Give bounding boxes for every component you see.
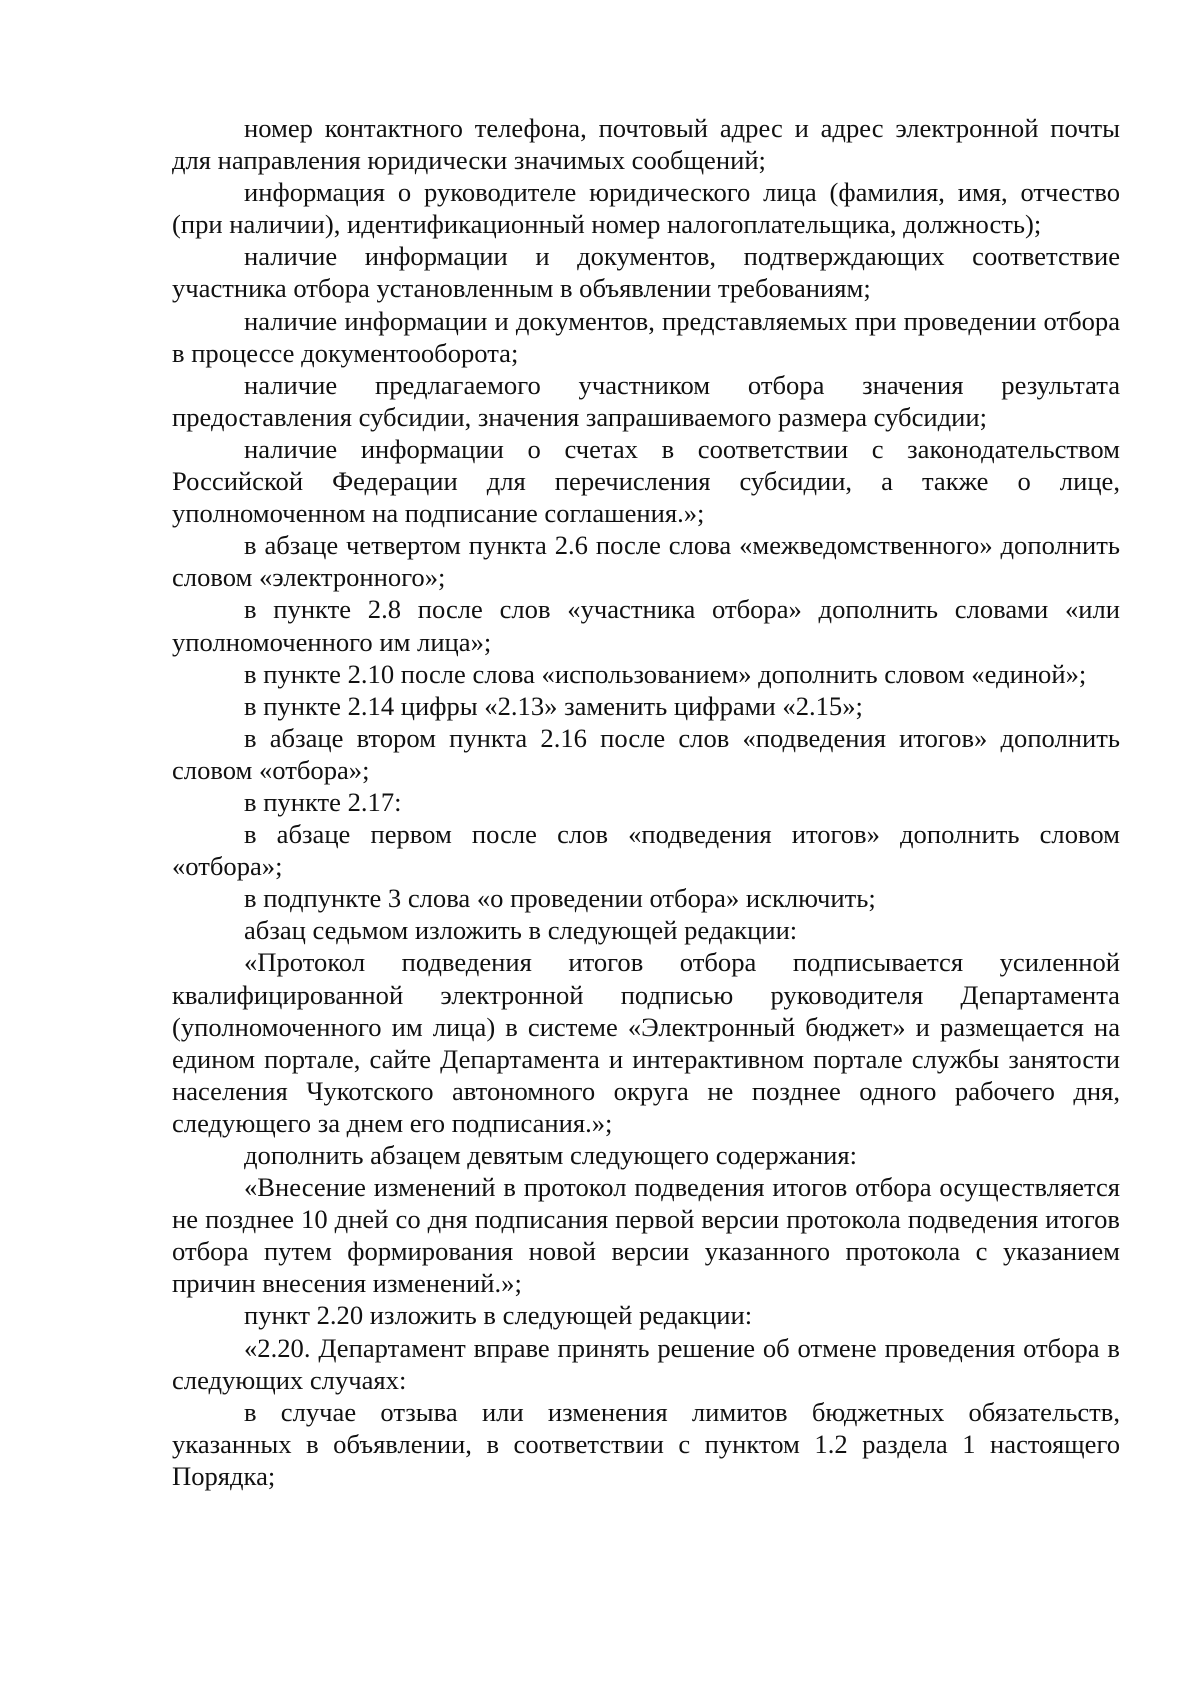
paragraph-amend-2-16: в абзаце втором пункта 2.16 после слов «подведения итогов» дополнить словом «отбора»; <box>172 722 1120 785</box>
paragraph-amend-2-8: в пункте 2.8 после слов «участника отбора» дополнить словами «или уполномоченного им лица»; <box>172 594 1120 657</box>
paragraph-add-ninth: дополнить абзацем девятым следующего содержания: <box>244 1140 857 1170</box>
paragraph-protocol-changes: «Внесение изменений в протокол подведения итогов отбора осуществляется не позднее 10 дней со дня подписания первой версии протокола подведения итогов отбора путем формирования новой версии указанного протокола с указанием причин внесения изменений.»; <box>172 1172 1120 1299</box>
paragraph-workflow-docs: наличие информации и документов, представляемых при проведении отбора в процессе документооборота; <box>172 305 1120 368</box>
paragraph-amend-2-17-intro: в пункте 2.17: <box>244 786 402 817</box>
paragraph-2-20-text: «2.20. Департамент вправе принять решение об отмене проведения отбора в следующих случаях: <box>172 1332 1120 1395</box>
document-page <box>172 112 1120 1492</box>
paragraph-amend-2-17-seventh: абзац седьмом изложить в следующей редакции: <box>244 915 798 946</box>
paragraph-amend-2-6: в абзаце четвертом пункта 2.6 после слова «межведомственного» дополнить словом «электронного»; <box>172 530 1120 593</box>
paragraph-limits-recall: в случае отзыва или изменения лимитов бюджетных обязательств, указанных в объявлении, в соответствии с пунктом 1.2 раздела 1 настоящего Порядка; <box>172 1396 1120 1491</box>
paragraph-contact-info: номер контактного телефона, почтовый адрес и адрес электронной почты для направления юридически значимых сообщений; <box>172 113 1120 176</box>
paragraph-compliance-docs: наличие информации и документов, подтверждающих соответствие участника отбора установленным в объявлении требованиям; <box>172 241 1120 304</box>
paragraph-amend-2-17-first: в абзаце первом после слов «подведения итогов» дополнить словом «отбора»; <box>172 819 1120 882</box>
paragraph-amend-2-14: в пункте 2.14 цифры «2.13» заменить цифрами «2.15»; <box>244 690 863 721</box>
paragraph-protocol-signing: «Протокол подведения итогов отбора подписывается усиленной квалифицированной электронной подписью руководителя Департамента (уполномоченного им лица) в системе «Электронный бюджет» и размещается на едином портале, сайте Департамента и интерактивном портале службы занятости населения Чукотского автономного округа не позднее одного рабочего дня, следующего за днем его подписания.»; <box>172 947 1120 1138</box>
paragraph-amend-2-20: пункт 2.20 изложить в следующей редакции: <box>244 1300 753 1331</box>
paragraph-amend-2-17-sub3: в подпункте 3 слова «о проведении отбора» исключить; <box>244 883 876 914</box>
paragraph-amend-2-10: в пункте 2.10 после слова «использованием» дополнить словом «единой»; <box>244 658 1087 689</box>
paragraph-head-info: информация о руководителе юридического лица (фамилия, имя, отчество (при наличии), идентификационный номер налогоплательщика, должность); <box>172 177 1120 240</box>
paragraph-bank-accounts: наличие информации о счетах в соответствии с законодательством Российской Федерации для перечисления субсидии, а также о лице, уполномоченном на подписание соглашения.»; <box>172 433 1120 529</box>
paragraph-result-value: наличие предлагаемого участником отбора значения результата предоставления субсидии, значения запрашиваемого размера субсидии; <box>172 369 1120 432</box>
